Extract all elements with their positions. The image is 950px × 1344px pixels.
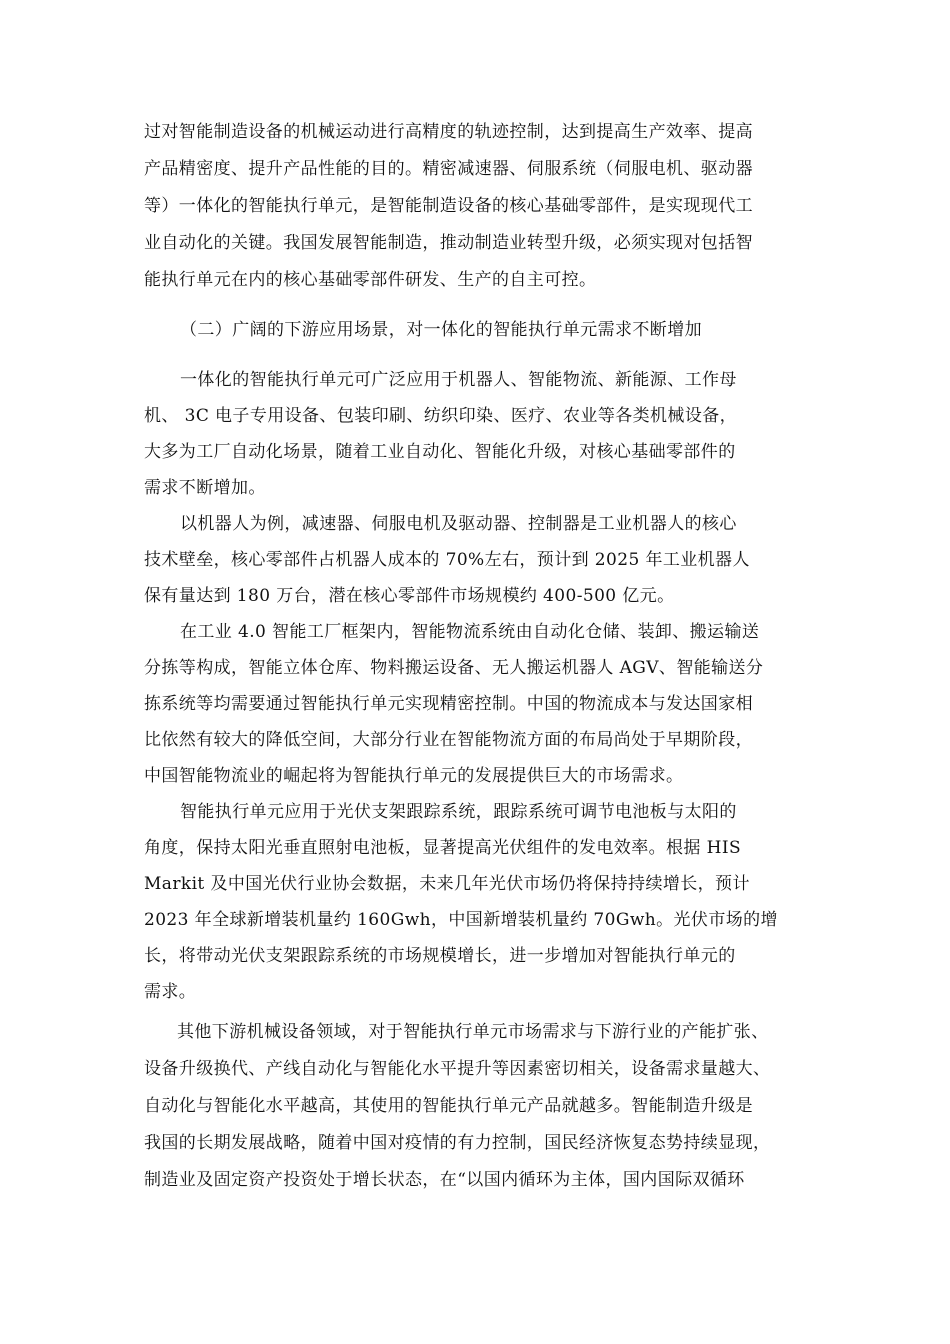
paragraph-4-line: 拣系统等均需要通过智能执行单元实现精密控制。中国的物流成本与发达国家相 xyxy=(144,694,753,714)
paragraph-5-line: 长，将带动光伏支架跟踪系统的市场规模增长，进一步增加对智能执行单元的 xyxy=(144,946,736,966)
paragraph-5-line: 智能执行单元应用于光伏支架跟踪系统，跟踪系统可调节电池板与太阳的 xyxy=(180,802,737,822)
paragraph-6-line: 制造业及固定资产投资处于增长状态，在“以国内循环为主体，国内国际双循环 xyxy=(144,1170,745,1190)
paragraph-4-line: 中国智能物流业的崛起将为智能执行单元的发展提供巨大的市场需求。 xyxy=(144,766,684,786)
paragraph-2-line: 大多为工厂自动化场景，随着工业自动化、智能化升级，对核心基础零部件的 xyxy=(144,442,736,462)
paragraph-5-line: 角度，保持太阳光垂直照射电池板，显著提高光伏组件的发电效率。根据 HIS xyxy=(144,838,741,858)
paragraph-1-line: 过对智能制造设备的机械运动进行高精度的轨迹控制，达到提高生产效率、提高 xyxy=(144,122,753,142)
paragraph-6-line: 我国的长期发展战略，随着中国对疫情的有力控制，国民经济恢复态势持续显现， xyxy=(144,1133,771,1153)
paragraph-3-line: 保有量达到 180 万台，潜在核心零部件市场规模约 400-500 亿元。 xyxy=(144,586,675,606)
paragraph-1-line: 等）一体化的智能执行单元，是智能制造设备的核心基础零部件，是实现现代工 xyxy=(144,196,753,216)
paragraph-6-line: 自动化与智能化水平越高，其使用的智能执行单元产品就越多。智能制造升级是 xyxy=(144,1096,753,1116)
paragraph-2-line: 机、 3C 电子专用设备、包装印刷、纺织印染、医疗、农业等各类机械设备， xyxy=(144,406,738,426)
paragraph-6-line: 其他下游机械设备领域，对于智能执行单元市场需求与下游行业的产能扩张、 xyxy=(177,1022,769,1042)
paragraph-3-line: 以机器人为例，减速器、伺服电机及驱动器、控制器是工业机器人的核心 xyxy=(180,514,737,534)
paragraph-4-line: 在工业 4.0 智能工厂框架内，智能物流系统由自动化仓储、装卸、搬运输送 xyxy=(180,622,760,642)
paragraph-5-line: 2023 年全球新增装机量约 160Gwh，中国新增装机量约 70Gwh。光伏市场的增 xyxy=(144,910,778,930)
paragraph-1-line: 产品精密度、提升产品性能的目的。精密减速器、伺服系统（伺服电机、驱动器 xyxy=(144,159,753,179)
paragraph-2-line: 需求不断增加。 xyxy=(144,478,266,498)
section-heading: （二）广阔的下游应用场景，对一体化的智能执行单元需求不断增加 xyxy=(180,320,702,340)
paragraph-1-line: 业自动化的关键。我国发展智能制造，推动制造业转型升级，必须实现对包括智 xyxy=(144,233,753,253)
paragraph-6-line: 设备升级换代、产线自动化与智能化水平提升等因素密切相关，设备需求量越大、 xyxy=(144,1059,771,1079)
paragraph-4-line: 比依然有较大的降低空间，大部分行业在智能物流方面的布局尚处于早期阶段， xyxy=(144,730,753,750)
paragraph-4-line: 分拣等构成，智能立体仓库、物料搬运设备、无人搬运机器人 AGV、智能输送分 xyxy=(144,658,764,678)
paragraph-5-line: Markit 及中国光伏行业协会数据，未来几年光伏市场仍将保持持续增长，预计 xyxy=(144,874,750,894)
paragraph-1-line: 能执行单元在内的核心基础零部件研发、生产的自主可控。 xyxy=(144,270,597,290)
paragraph-5-line: 需求。 xyxy=(144,982,197,1002)
paragraph-3-line: 技术壁垒，核心零部件占机器人成本的 70%左右，预计到 2025 年工业机器人 xyxy=(144,550,750,570)
paragraph-2-line: 一体化的智能执行单元可广泛应用于机器人、智能物流、新能源、工作母 xyxy=(180,370,737,390)
